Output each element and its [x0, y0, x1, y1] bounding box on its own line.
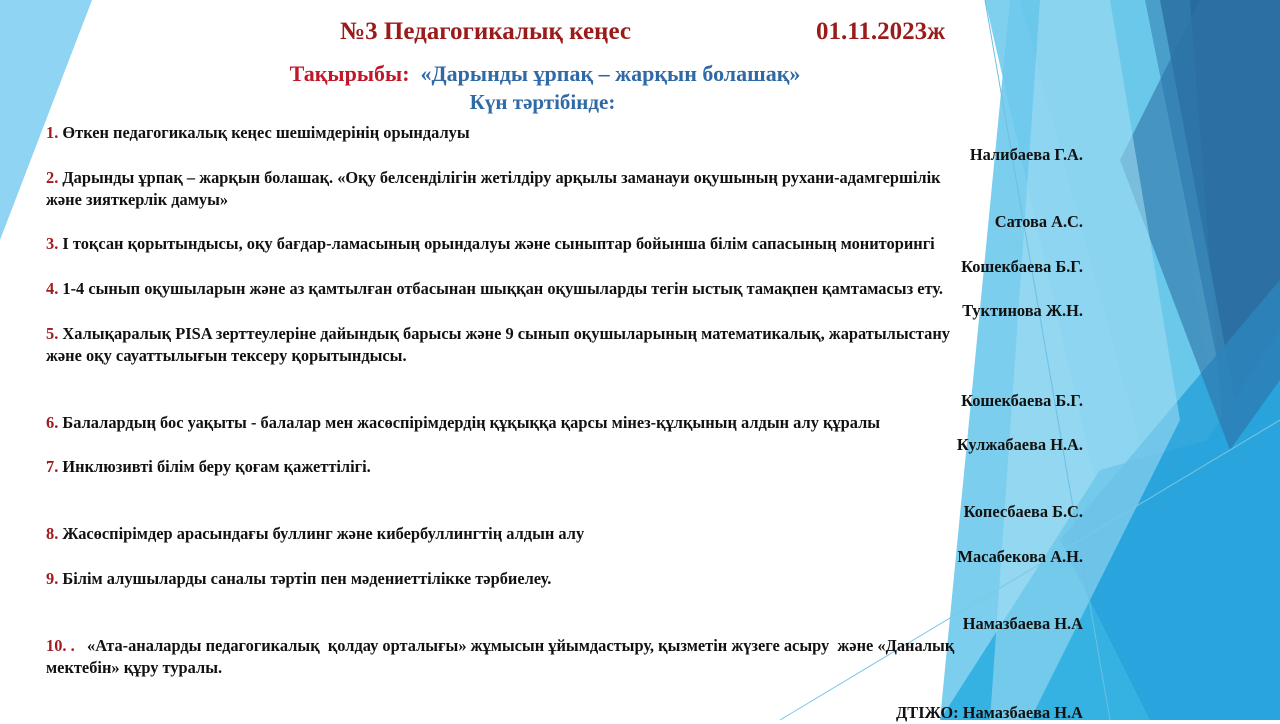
item-text: 1-4 сынып оқушыларын және аз қамтылған отбасынан шыққан оқушыларды тегін ыстық тамақпен қамтамасыз ету.	[62, 279, 944, 299]
item-number: 3.	[46, 234, 59, 254]
item-text: Халықаралық PISA зерттеулеріне дайындық барысы және 9 сынып оқушыларының математикалық, жаратылыстану	[62, 323, 950, 343]
item-responsible: Кошекбаева Б.Г.	[961, 390, 1083, 410]
agenda-item	[46, 568, 1083, 590]
item-number: 4.	[46, 279, 59, 299]
item-number: 6.	[46, 412, 59, 432]
item-responsible: Кулжабаева Н.А.	[956, 435, 1083, 455]
item-text: Балалардың бос уақыты - балалар мен жасөспірімдердің құқыққа қарсы мінез-құлқының алдын алу құралы	[62, 412, 881, 432]
item-text: «Ата-аналарды педагогикалық қолдау орталығы» жұмысын ұйымдастыру, қызметін жүзеге асыру және «Даналық	[78, 635, 955, 655]
item-text-continued: және зияткерлік дамуы»	[46, 189, 229, 209]
item-number: 5.	[46, 323, 59, 343]
item-number: 1.	[46, 123, 59, 142]
agenda-item	[46, 323, 1083, 345]
item-number: 9.	[46, 568, 59, 588]
topic-value: «Дарынды ұрпақ – жарқын болашақ»	[420, 61, 801, 86]
agenda-list	[46, 122, 1083, 724]
agenda-item	[46, 167, 1083, 189]
item-number: 8.	[46, 524, 59, 544]
agenda-heading: Күн тәртібінде:	[469, 90, 616, 114]
agenda-item	[46, 412, 1083, 434]
page-title: №3 Педагогикалық кеңес	[340, 18, 631, 45]
agenda-item	[46, 456, 1083, 478]
item-text: Дарынды ұрпақ – жарқын болашақ. «Оқу белсенділігін жетілдіру арқылы заманауи оқушының рухани-адамгершілік	[62, 167, 941, 187]
item-responsible: Кошекбаева Б.Г.	[961, 256, 1083, 276]
item-responsible: Копесбаева Б.С.	[963, 502, 1083, 522]
item-number: 2.	[46, 167, 59, 187]
item-responsible: Туктинова Ж.Н.	[962, 301, 1083, 321]
item-text: Жасөспірімдер арасындағы буллинг және кибербуллингтің алдын алу	[62, 524, 585, 544]
item-responsible: Налибаева Г.А.	[969, 145, 1083, 165]
item-responsible: Намазбаева Н.А	[962, 613, 1083, 633]
meeting-date: 01.11.2023ж	[816, 18, 946, 45]
item-responsible: Масабекова А.Н.	[957, 546, 1083, 566]
topic-label: Тақырыбы:	[289, 61, 410, 86]
item-text: Өткен педагогикалық кеңес шешімдерінің орындалуы	[62, 123, 470, 142]
agenda-item	[46, 278, 1083, 300]
agenda-item	[46, 233, 1083, 255]
agenda-item	[46, 523, 1083, 545]
agenda-item	[46, 122, 1083, 144]
topic-line	[0, 61, 1090, 87]
item-text: І тоқсан қорытындысы, оқу бағдар-ламасының орындалуы және сыныптар бойынша білім сапасының мониторингі	[62, 234, 935, 254]
item-text-continued: мектебін» құру туралы.	[46, 658, 223, 678]
item-responsible: Сатова А.С.	[994, 212, 1083, 232]
item-text-continued: және оқу сауаттылығын тексеру қорытындысы.	[46, 345, 407, 365]
item-number: 10. .	[46, 635, 75, 655]
signature: ДТІЖО: Намазбаева Н.А	[896, 702, 1083, 722]
item-text: Білім алушыларды саналы тәртіп пен мәдениеттілікке тәрбиелеу.	[62, 568, 552, 588]
item-number: 7.	[46, 457, 59, 477]
agenda-item	[46, 635, 1083, 657]
item-text: Инклюзивті білім беру қоғам қажеттілігі.	[62, 457, 371, 477]
